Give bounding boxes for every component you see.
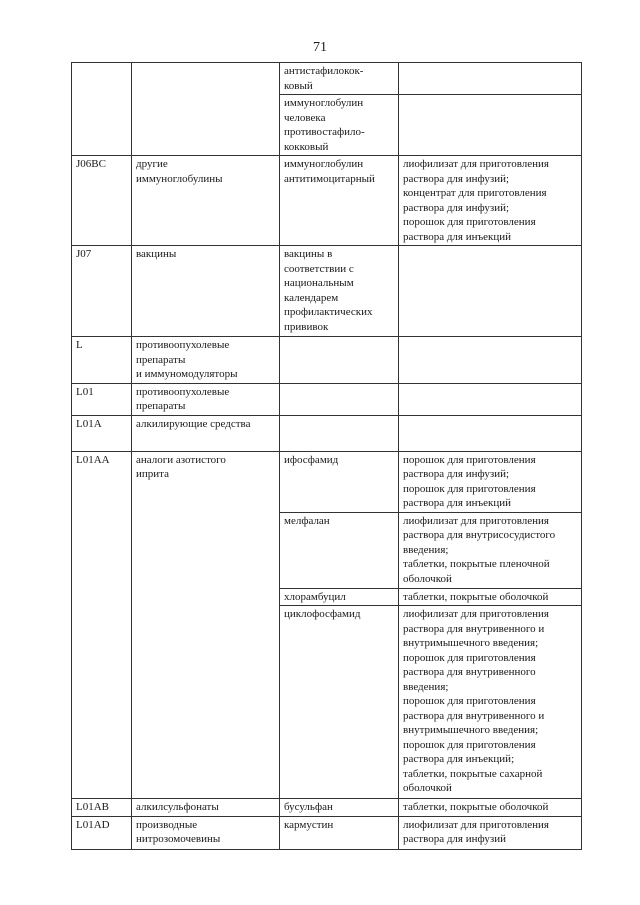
table-row <box>72 451 582 512</box>
group-name-cell: алкилсульфонаты <box>132 799 280 817</box>
page-number: 71 <box>313 40 327 55</box>
drug-name-cell: иммуноглобулин человека противостафило- кокковый <box>280 95 399 156</box>
drug-name-cell: иммуноглобулин антитимоцитарный <box>280 156 399 246</box>
atc-code-cell: L01 <box>72 383 132 415</box>
table-row <box>72 383 582 415</box>
dosage-form-cell <box>399 63 582 95</box>
group-name-cell: производные нитрозомочевины <box>132 816 280 849</box>
drug-name-cell: антистафилокок- ковый <box>280 63 399 95</box>
drug-name-cell: ифосфамид <box>280 451 399 512</box>
dosage-form-cell <box>399 415 582 451</box>
table-row <box>72 63 582 95</box>
group-name-cell: противоопухолевые препараты и иммуномодуляторы <box>132 337 280 384</box>
atc-code-cell: L01AD <box>72 816 132 849</box>
atc-code-cell <box>72 63 132 156</box>
atc-code-cell: L01AA <box>72 451 132 799</box>
dosage-form-cell <box>399 95 582 156</box>
group-name-cell <box>132 63 280 156</box>
table-row <box>72 816 582 849</box>
drug-name-cell: хлорамбуцил <box>280 588 399 606</box>
drug-name-cell <box>280 415 399 451</box>
table-row <box>72 246 582 337</box>
group-name-cell: аналоги азотистого иприта <box>132 451 280 799</box>
dosage-form-cell <box>399 383 582 415</box>
atc-code-cell: L01A <box>72 415 132 451</box>
drug-name-cell <box>280 337 399 384</box>
drug-name-cell <box>280 383 399 415</box>
dosage-form-cell: лиофилизат для приготовления раствора для инфузий <box>399 816 582 849</box>
drug-name-cell: вакцины в соответствии с национальным календарем профилактических прививок <box>280 246 399 337</box>
drug-name-cell: бусульфан <box>280 799 399 817</box>
dosage-form-cell <box>399 246 582 337</box>
drug-name-cell: циклофосфамид <box>280 606 399 799</box>
drug-name-cell: кармустин <box>280 816 399 849</box>
table-row <box>72 337 582 384</box>
group-name-cell: алкилирующие средства <box>132 415 280 451</box>
atc-code-cell: J06BC <box>72 156 132 246</box>
dosage-form-cell: лиофилизат для приготовления раствора для инфузий; концентрат для приготовления раствора для инфузий; порошок для приготовления раствора для инъекций <box>399 156 582 246</box>
atc-code-cell: L <box>72 337 132 384</box>
dosage-form-cell: лиофилизат для приготовления раствора для внутривенного и внутримышечного введения; порошок для приготовления раствора для внутривенного введения; порошок для приготовления раствора для внутривенного и внутримышечного введения; порошок для приготовления раствора для инъекций; таблетки, покрытые сахарной оболочкой <box>399 606 582 799</box>
dosage-form-cell <box>399 337 582 384</box>
group-name-cell: противоопухолевые препараты <box>132 383 280 415</box>
group-name-cell: вакцины <box>132 246 280 337</box>
dosage-form-cell: таблетки, покрытые оболочкой <box>399 588 582 606</box>
table-row <box>72 156 582 246</box>
dosage-form-cell: лиофилизат для приготовления раствора для внутрисосудистого введения; таблетки, покрытые пленочной оболочкой <box>399 512 582 588</box>
atc-code-cell: L01AB <box>72 799 132 817</box>
table-row <box>72 415 582 451</box>
atc-code-cell: J07 <box>72 246 132 337</box>
group-name-cell: другие иммуноглобулины <box>132 156 280 246</box>
dosage-form-cell: порошок для приготовления раствора для инфузий; порошок для приготовления раствора для инъекций <box>399 451 582 512</box>
table-row <box>72 799 582 817</box>
dosage-form-cell: таблетки, покрытые оболочкой <box>399 799 582 817</box>
drug-table <box>71 62 582 850</box>
drug-name-cell: мелфалан <box>280 512 399 588</box>
